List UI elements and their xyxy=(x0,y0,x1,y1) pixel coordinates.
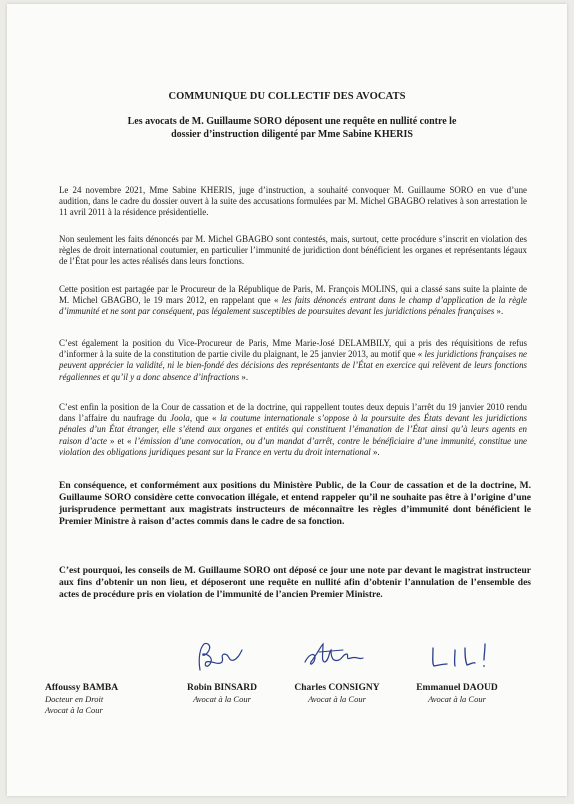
paragraph-4 xyxy=(59,338,527,383)
signatory-1-title-2: Avocat à la Cour xyxy=(45,705,103,715)
signatory-3-name: Charles CONSIGNY xyxy=(294,683,380,693)
paragraph-5-quote-2: l’émission d’une convocation, ou d’un mandat d’arrêt, contre le bénéficiaire d’une immunité, constitue une violation des obligations juridiques pesant sur la France en vertu du droit international xyxy=(59,435,527,458)
paragraph-6: En conséquence, et conformément aux positions du Ministère Public, de la Cour de cassation et de la doctrine, M. Guillaume SORO considère cette convocation illégale, et entend rappeler qu’il ne souhaite pas être à l’origine d’une jurisprudence permettant aux magistrats instructeurs de méconnaître les règles d’immunité dont bénéficient le Premier Ministre à raison d’actes commis dans le cadre de sa fonction. xyxy=(59,480,531,527)
signatory-2 xyxy=(157,683,287,705)
signatory-4-name: Emmanuel DAOUD xyxy=(416,683,498,693)
signatory-2-name: Robin BINSARD xyxy=(187,683,257,693)
signatory-4-title: Avocat à la Cour xyxy=(428,694,486,704)
paragraph-3-text: Cette position est partagée par le Procureur de la République de Paris, M. François MOLINS, qui a classé sans suite la plainte de M. Michel GBAGBO, le 19 mars 2012, en rappelant que « xyxy=(59,283,527,306)
paragraph-3-end: ». xyxy=(494,306,504,317)
paragraph-5-text-3: » et « xyxy=(106,435,135,446)
paragraph-5-text: C’est enfin la position de la Cour de cassation et de la doctrine, qui rappellent toutes deux depuis l’arrêt du 19 janvier 2010 rendu dans l’affaire du naufrage du xyxy=(59,401,527,424)
signatory-3-title: Avocat à la Cour xyxy=(308,694,366,704)
paragraph-5-end: ». xyxy=(370,447,380,458)
signatory-1 xyxy=(45,683,155,716)
paragraph-4-text: C’est également la position du Vice-Procureur de Paris, Mme Marie-José DELAMBILY, qui a pris des réquisitions de refus d’informer à la suite de la constitution de partie civile du plaignant, le 25 janvier 2013, au motif que « xyxy=(59,337,527,360)
document-page xyxy=(7,4,567,796)
signature-daoud xyxy=(427,640,497,676)
paragraph-4-quote: les juridictions françaises ne peuvent apprécier la validité, ni le bien-fondé des décisions des représentants de l’État en exercice qui relèvent de leurs fonctions régaliennes et qu’il y a donc absence d’infractions xyxy=(59,349,527,382)
paragraph-5-quote-1: la coutume internationale s’oppose à la poursuite des États devant les juridictions pénales d’un État étranger, elle s’étend aux organes et entités qui constituent l’émanation de l’État ainsi qu’à leurs agents en raison d’acte xyxy=(59,413,527,446)
signatory-4 xyxy=(392,683,522,705)
paragraph-7: C’est pourquoi, les conseils de M. Guillaume SORO ont déposé ce jour une note par devant le magistrat instructeur aux fins d’obtenir un non lieu, et déposeront une requête en nullité afin d’obtenir l’annulation de l’ensemble des actes de procédure pris en violation de l’immunité de l’ancien Premier Ministre. xyxy=(59,565,531,600)
paragraph-3-quote: les faits dénoncés entrant dans le champ d’application de la règle d’immunité et ne sont par conséquent, pas légalement susceptibles de poursuites devant les juridictions pénales françaises xyxy=(59,295,527,317)
signatory-1-name: Affoussy BAMBA xyxy=(45,683,119,693)
paragraph-2: Non seulement les faits dénoncés par M. Michel GBAGBO sont contestés, mais, surtout, cette procédure s’inscrit en violation des règles de droit international coutumier, en particulier l’immunité de juridiction dont bénéficient les organes et représentants légaux de l’État pour les actes réalisés dans leurs fonctions. xyxy=(59,233,527,267)
signatory-3 xyxy=(272,683,402,705)
paragraph-5 xyxy=(59,402,527,458)
document-title: COMMUNIQUE DU COLLECTIF DES AVOCATS xyxy=(168,91,406,102)
document-subtitle: Les avocats de M. Guillaume SORO déposent une requête en nullité contre le dossier d’instruction diligenté par Mme Sabine KHERIS xyxy=(127,116,457,140)
signature-consigny xyxy=(299,640,369,676)
paragraph-1: Le 24 novembre 2021, Mme Sabine KHERIS, juge d’instruction, a souhaité convoquer M. Guillaume SORO en vue d’une audition, dans le cadre du dossier ouvert à la suite des accusations formulées par M. Michel GBAGBO relatives à son arrestation le 11 avril 2011 à la résidence présidentielle. xyxy=(59,184,527,218)
paragraph-4-end: ». xyxy=(239,371,249,382)
signatory-2-title: Avocat à la Cour xyxy=(193,694,251,704)
paragraph-5-text-2: , que « xyxy=(189,413,220,424)
paragraph-3 xyxy=(59,284,527,318)
signatory-1-title: Docteur en Droit xyxy=(45,694,104,704)
paragraph-5-case-name: Joola xyxy=(170,413,190,424)
signature-binsard xyxy=(192,640,247,676)
